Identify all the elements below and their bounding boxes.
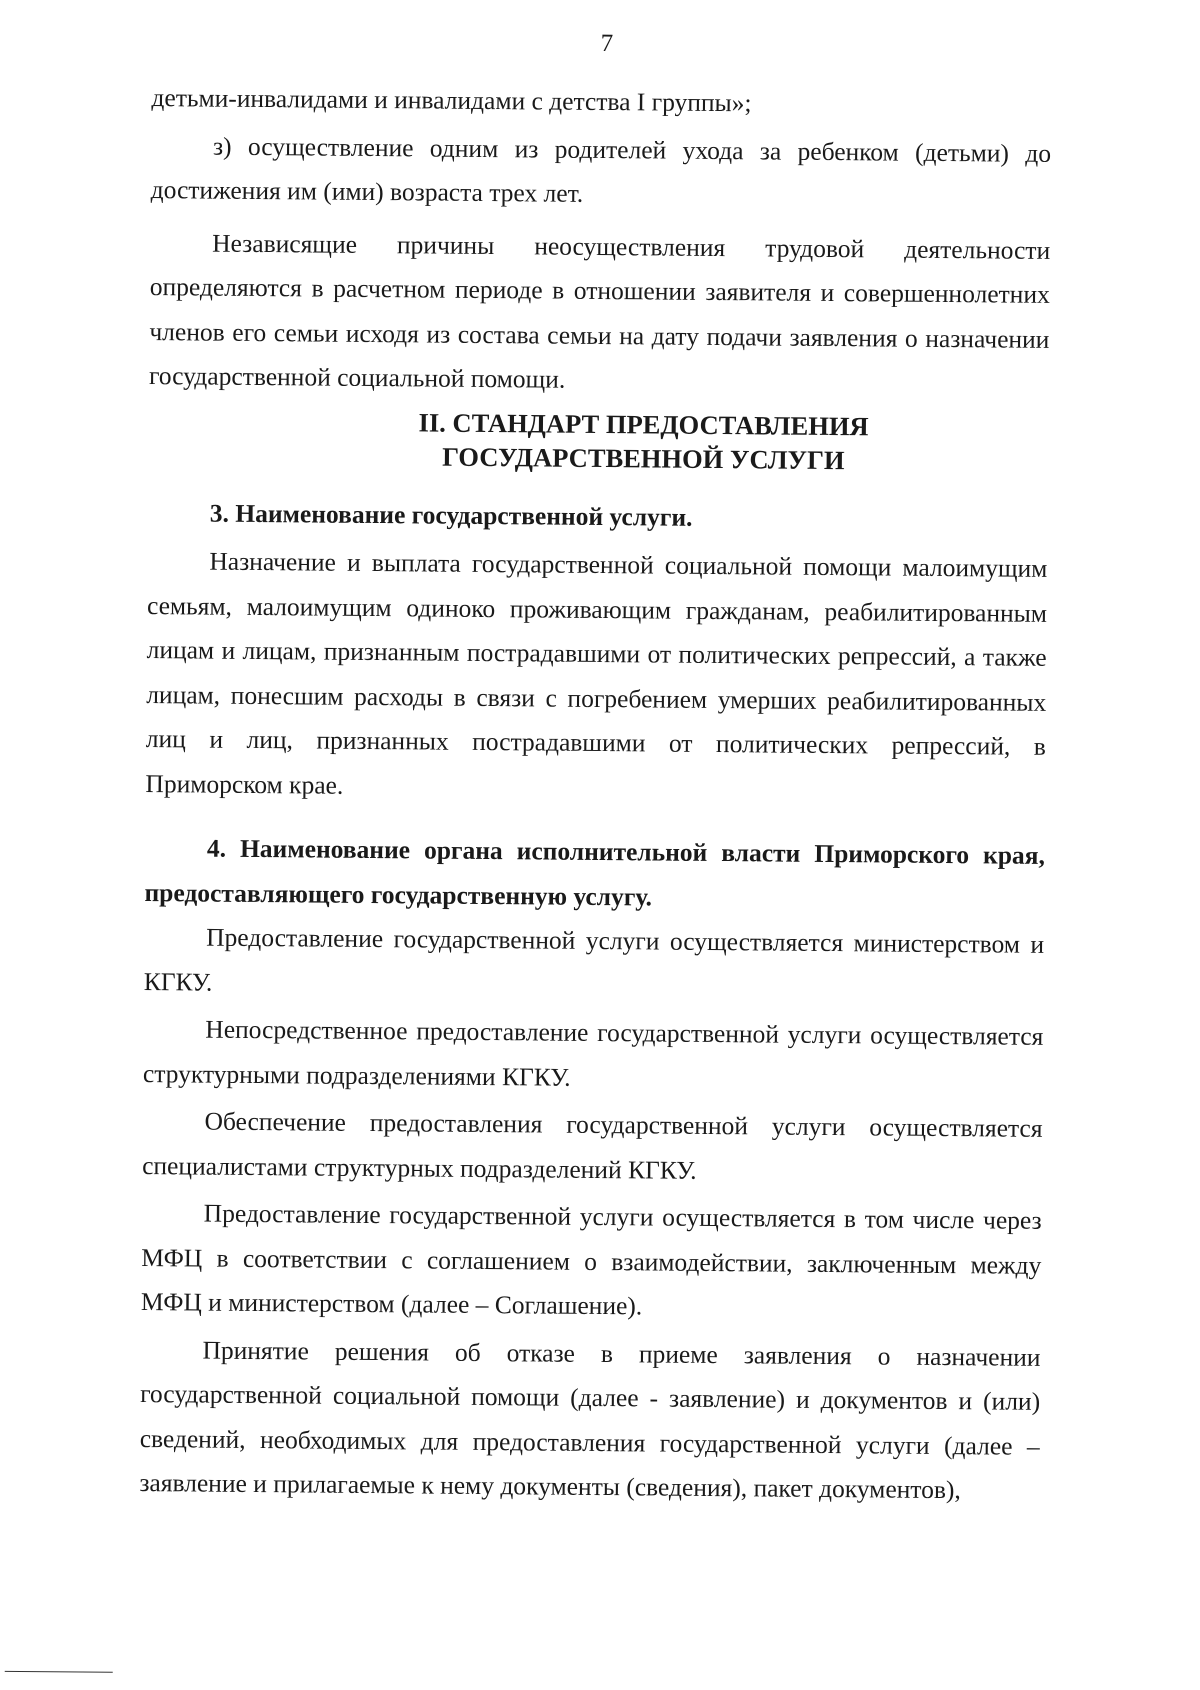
heading-service-name: 3. Наименование государственной услуги. — [209, 498, 693, 532]
paragraph-provision-ministry: Предоставление государственной услуги осуществляется министерством и КГКУ. — [143, 922, 1045, 997]
paragraph-independent-reasons: Независящие причины неосуществления трудовой деятельности определяются в расчетном периоде в отношении заявителя и совершеннолетних членов его семьи исходя из состава семьи на дату подачи заявления о назначении государственной социальной помощи. — [148, 228, 1051, 394]
footnote-rule — [5, 1671, 113, 1673]
paragraph-mfc: Предоставление государственной услуги осуществляется в том числе через МФЦ в соответствии с соглашением о взаимодействии, заключенным между МФЦ и министерством (далее – Соглашение). — [140, 1198, 1042, 1321]
document-body — [139, 76, 1051, 1513]
paragraph-refusal-decision: Принятие решения об отказе в приеме заявления о назначении государственной социальной помощи (далее - заявление) и документов и (или) сведений, необходимых для предоставления государственной услуги (далее – заявление и прилагаемые к нему документы (сведения), пакет документов), — [139, 1335, 1041, 1505]
paragraph-item-z: з) осуществление одним из родителей ухода за ребенком (детьми) до достижения им (ими) возраста трех лет. — [150, 131, 1052, 208]
paragraph-continuation: детьми-инвалидами и инвалидами с детства I группы»; — [151, 83, 752, 118]
paragraph-specialists: Обеспечение предоставления государственной услуги осуществляется специалистами структурных подразделений КГКУ. — [142, 1106, 1043, 1185]
section-title-line-2: ГОСУДАРСТВЕННОЙ УСЛУГИ — [442, 441, 845, 475]
paragraph-service-name: Назначение и выплата государственной социальной помощи малоимущим семьям, малоимущим одиноко проживающим гражданам, реабилитированным лицам и лицам, признанным пострадавшими от политических репрессий, а также лицам, понесшим расходы в связи с погребением умерших реабилитированных лиц и лиц, признанных пострадавшими от политических репрессий, в Приморском крае. — [145, 546, 1048, 800]
heading-executive-authority: 4. Наименование органа исполнительной власти Приморского края, предоставляющего государственную услугу. — [144, 833, 1046, 911]
section-title-line-1: II. СТАНДАРТ ПРЕДОСТАВЛЕНИЯ — [418, 406, 869, 441]
paragraph-direct-provision: Непосредственное предоставление государственной услуги осуществляется структурными подразделениями КГКУ. — [142, 1014, 1044, 1092]
page-number: 7 — [600, 29, 614, 58]
section-title — [148, 403, 1049, 479]
